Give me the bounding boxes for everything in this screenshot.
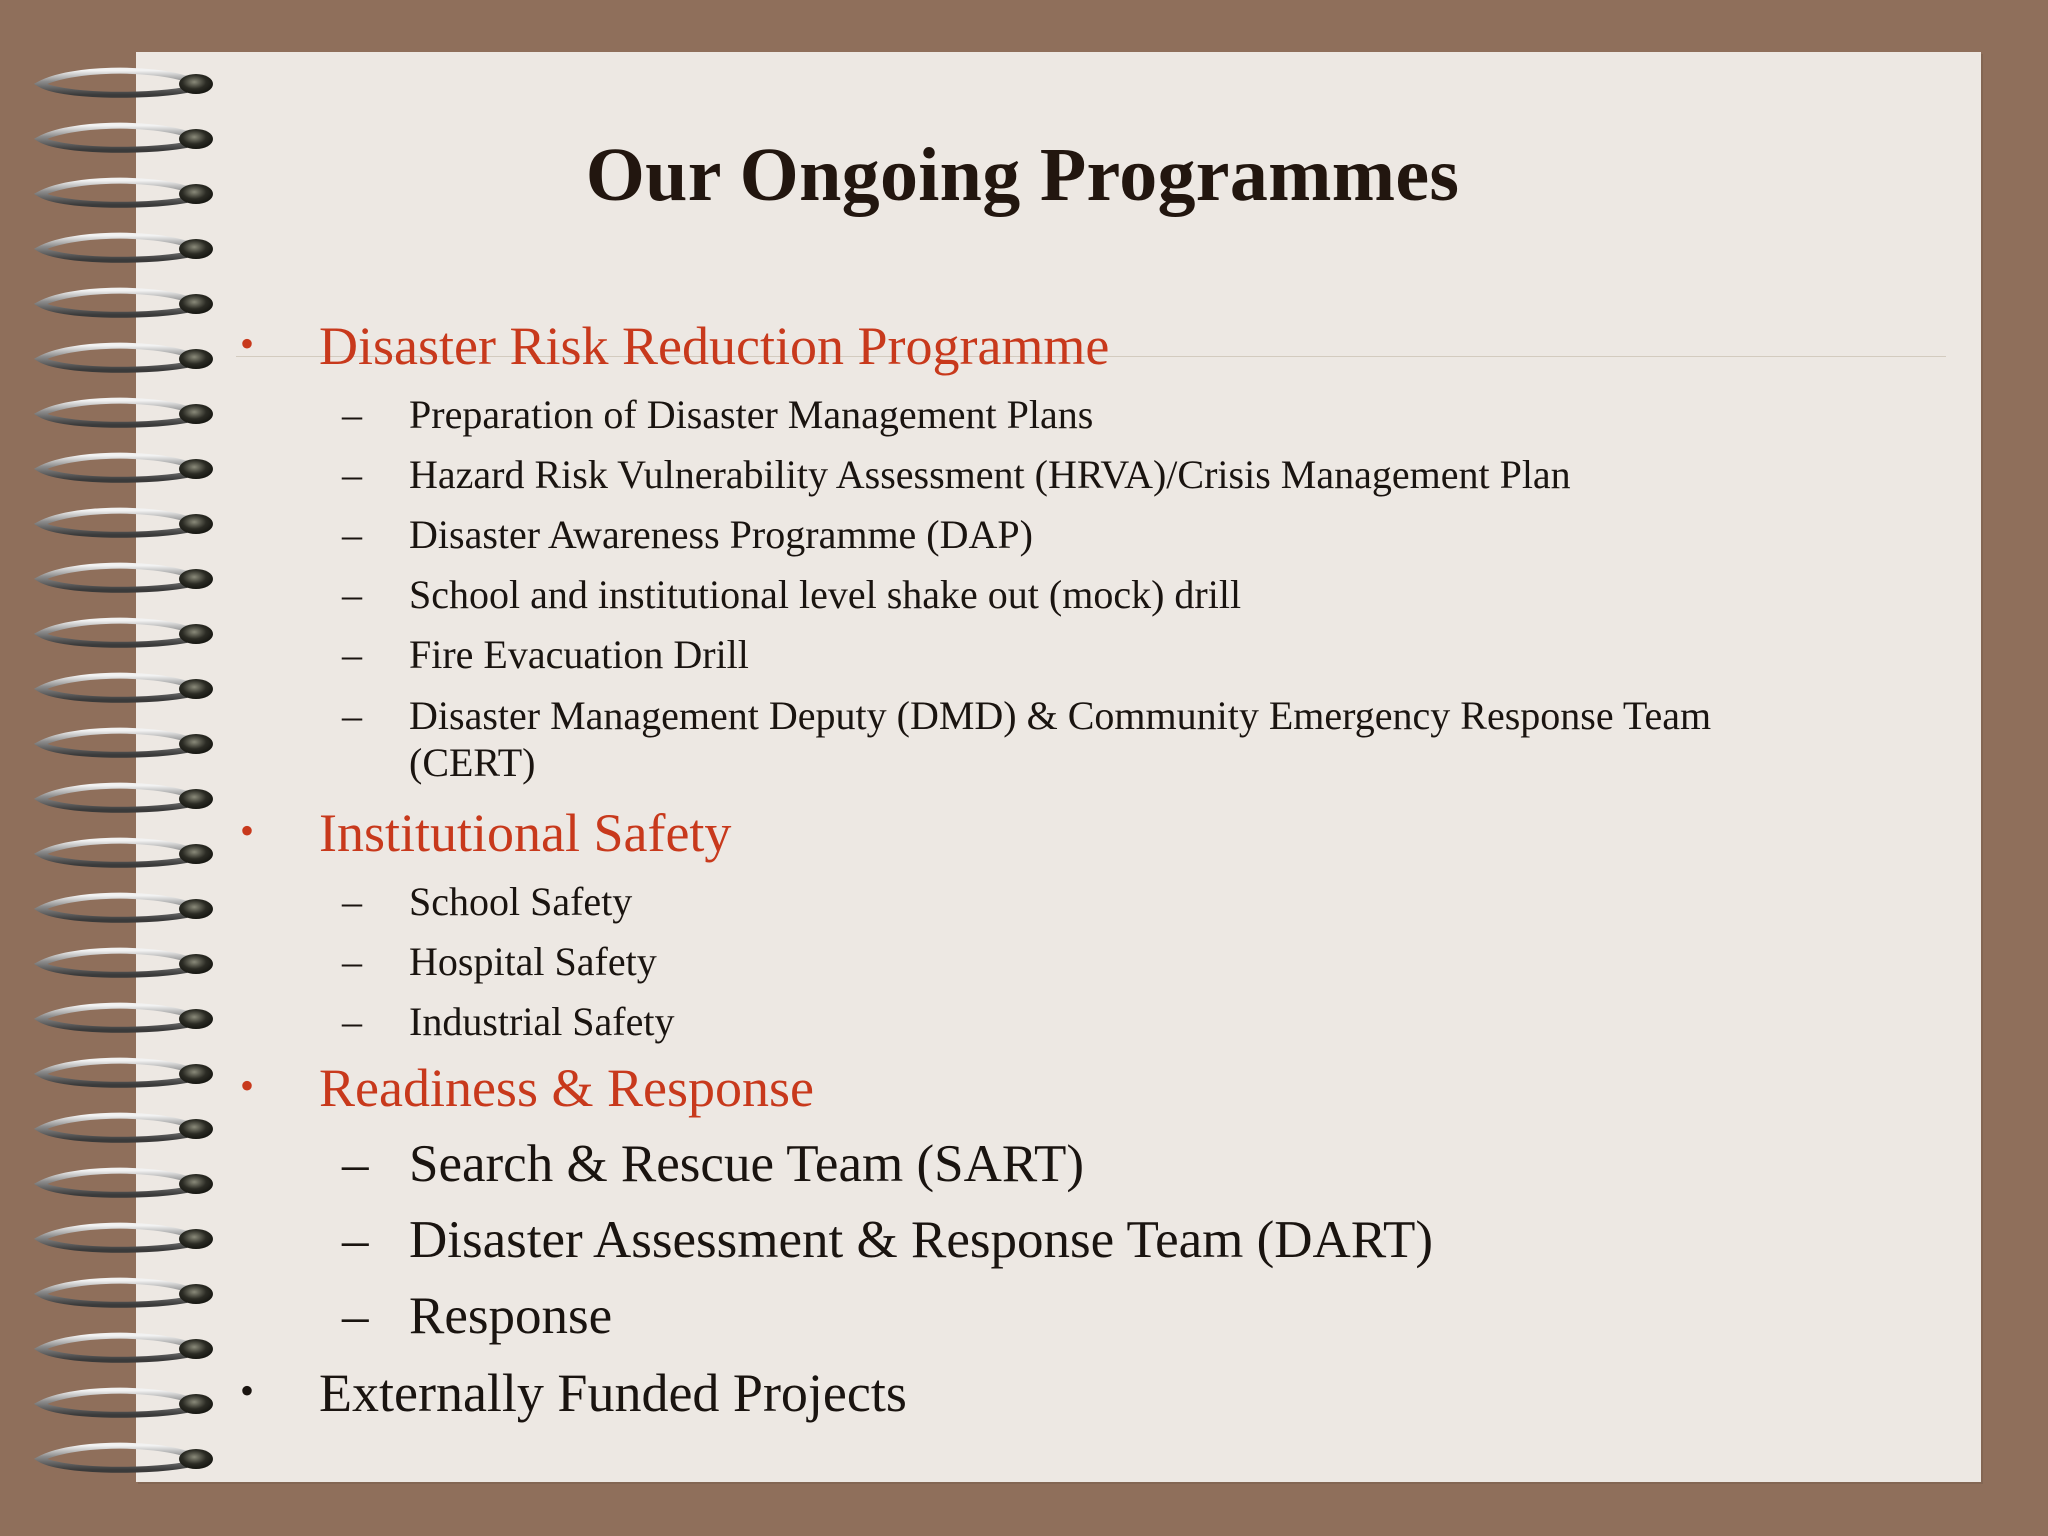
- binding-hole: [179, 1174, 213, 1194]
- spiral-coil: [40, 1446, 190, 1470]
- spiral-coil: [40, 566, 190, 590]
- binding-hole: [179, 349, 213, 369]
- binding-hole: [179, 1229, 213, 1249]
- list-item: Search & Rescue Team (SART): [409, 1135, 1085, 1193]
- spiral-coil: [40, 456, 190, 480]
- binding-hole: [179, 294, 213, 314]
- dash-icon: –: [342, 999, 362, 1044]
- list-item: Disaster Assessment & Response Team (DART): [409, 1211, 1434, 1269]
- binding-hole: [179, 954, 213, 974]
- bullet-icon: •: [240, 1063, 255, 1108]
- list-item: Industrial Safety: [409, 999, 675, 1044]
- binding-hole: [179, 679, 213, 699]
- list-item: School Safety: [409, 879, 633, 924]
- list-item: Response: [409, 1287, 613, 1345]
- section-heading-externally-funded: Externally Funded Projects: [319, 1363, 907, 1423]
- dash-icon: –: [342, 572, 362, 617]
- binding-hole: [179, 1284, 213, 1304]
- list-item: Fire Evacuation Drill: [409, 632, 749, 677]
- binding-hole: [179, 844, 213, 864]
- dash-icon: –: [342, 879, 362, 924]
- list-item: Disaster Management Deputy (DMD) & Community Emergency Response Team: [409, 693, 1712, 738]
- spiral-coil: [40, 731, 190, 755]
- dash-icon: –: [342, 512, 362, 557]
- section-heading-readiness-response: Readiness & Response: [319, 1058, 814, 1118]
- binding-hole: [179, 1009, 213, 1029]
- spiral-coil: [40, 621, 190, 645]
- binding-hole: [179, 1339, 213, 1359]
- binding-hole: [179, 239, 213, 259]
- spiral-coil: [40, 1391, 190, 1415]
- binding-hole: [179, 624, 213, 644]
- bullet-icon: •: [240, 1368, 255, 1413]
- binding-hole: [179, 514, 213, 534]
- spiral-coil: [40, 401, 190, 425]
- dash-icon: –: [342, 452, 362, 497]
- dash-icon: –: [342, 392, 362, 437]
- bullet-icon: •: [240, 808, 255, 853]
- binding-hole: [179, 74, 213, 94]
- spiral-coil: [40, 786, 190, 810]
- spiral-coil: [40, 1281, 190, 1305]
- section-heading-institutional-safety: Institutional Safety: [319, 803, 732, 863]
- binding-hole: [179, 1119, 213, 1139]
- binding-hole: [179, 404, 213, 424]
- spiral-binding-icon: [0, 0, 240, 1536]
- spiral-coil: [40, 291, 190, 315]
- dash-icon: –: [342, 1287, 369, 1345]
- spiral-coil: [40, 1006, 190, 1030]
- binding-hole: [179, 459, 213, 479]
- spiral-coil: [40, 511, 190, 535]
- spiral-coil: [40, 1336, 190, 1360]
- spiral-coil: [40, 1226, 190, 1250]
- spiral-coil: [40, 951, 190, 975]
- list-item-continuation: (CERT): [409, 740, 536, 785]
- spiral-coil: [40, 71, 190, 95]
- binding-hole: [179, 899, 213, 919]
- dash-icon: –: [342, 632, 362, 677]
- list-item: Preparation of Disaster Management Plans: [409, 392, 1094, 437]
- spiral-coil: [40, 1061, 190, 1085]
- spiral-coil: [40, 676, 190, 700]
- spiral-coil: [40, 896, 190, 920]
- binding-hole: [179, 734, 213, 754]
- dash-icon: –: [342, 1135, 369, 1193]
- binding-hole: [179, 1394, 213, 1414]
- list-item: School and institutional level shake out (mock) drill: [409, 572, 1242, 617]
- spiral-coil: [40, 1116, 190, 1140]
- spiral-coil: [40, 236, 190, 260]
- list-item: Hospital Safety: [409, 939, 657, 984]
- bullet-icon: •: [240, 321, 255, 366]
- list-item: Hazard Risk Vulnerability Assessment (HRVA)/Crisis Management Plan: [409, 452, 1571, 497]
- dash-icon: –: [342, 1211, 369, 1269]
- binding-hole: [179, 789, 213, 809]
- spiral-coil: [40, 1171, 190, 1195]
- spiral-coil: [40, 841, 190, 865]
- spiral-coil: [40, 346, 190, 370]
- binding-hole: [179, 1064, 213, 1084]
- section-heading-disaster-risk-reduction: Disaster Risk Reduction Programme: [319, 316, 1110, 376]
- binding-hole: [179, 1449, 213, 1469]
- dash-icon: –: [342, 939, 362, 984]
- dash-icon: –: [342, 693, 362, 738]
- list-item: Disaster Awareness Programme (DAP): [409, 512, 1033, 557]
- slide-title: Our Ongoing Programmes: [585, 133, 1460, 217]
- binding-hole: [179, 569, 213, 589]
